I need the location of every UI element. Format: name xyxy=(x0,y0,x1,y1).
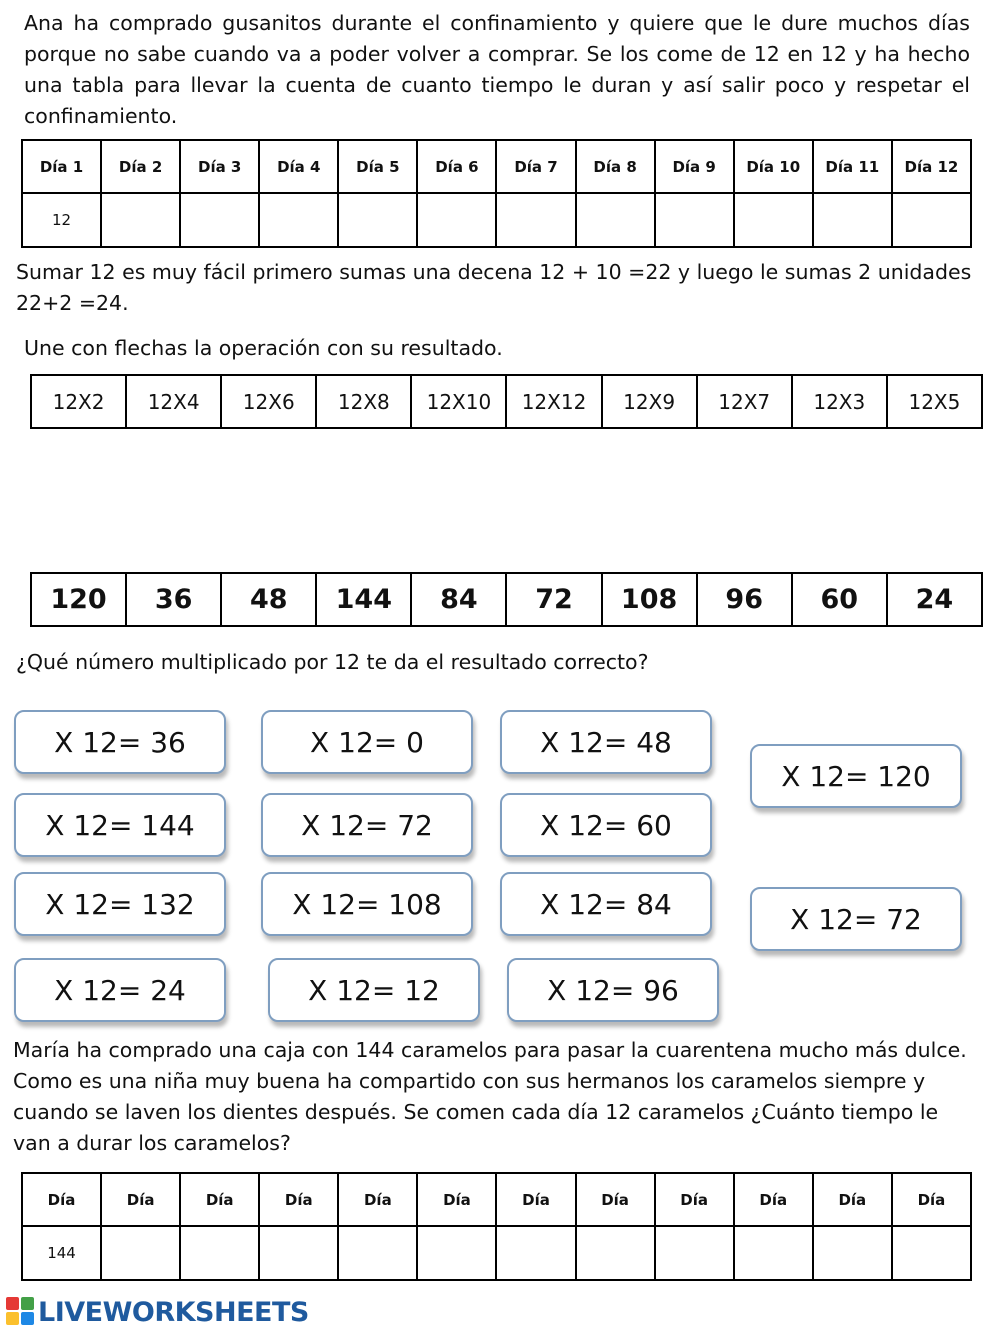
day-header: Día xyxy=(22,1173,101,1226)
result-cell[interactable]: 60 xyxy=(792,573,887,626)
operation-cell[interactable]: 12X9 xyxy=(602,375,697,428)
problem2-line: Como es una niña muy buena ha compartido con sus hermanos los caramelos siempre y xyxy=(13,1069,926,1093)
day-input-cell[interactable] xyxy=(417,1226,496,1280)
logo-square-green xyxy=(21,1297,34,1310)
day-header: Día xyxy=(734,1173,813,1226)
operation-cell[interactable]: 12X10 xyxy=(411,375,506,428)
operation-cell[interactable]: 12X2 xyxy=(31,375,126,428)
day-header: Día xyxy=(417,1173,496,1226)
day-header: Día xyxy=(338,1173,417,1226)
result-cell[interactable]: 84 xyxy=(411,573,506,626)
day-input-cell[interactable] xyxy=(892,193,971,247)
day-input-cell[interactable] xyxy=(101,1226,180,1280)
intro-line: confinamiento. xyxy=(24,104,178,128)
day-input-cell[interactable] xyxy=(101,193,180,247)
results-row xyxy=(31,573,982,626)
day-input-cell[interactable] xyxy=(338,1226,417,1280)
operation-cell[interactable]: 12X12 xyxy=(506,375,601,428)
result-cell[interactable]: 24 xyxy=(887,573,982,626)
operation-cell[interactable]: 12X3 xyxy=(792,375,887,428)
days-header-row xyxy=(22,1173,971,1226)
day-input-cell[interactable] xyxy=(734,193,813,247)
day-header: Día 9 xyxy=(655,140,734,193)
operation-cell[interactable]: 12X4 xyxy=(126,375,221,428)
day-input-cell[interactable] xyxy=(655,193,734,247)
operation-cell[interactable]: 12X8 xyxy=(316,375,411,428)
tip-line: Sumar 12 es muy fácil primero sumas una decena 12 + 10 =22 y luego le sumas 2 unidades xyxy=(16,260,972,284)
day-value-cell: 144 xyxy=(22,1226,101,1280)
day-header: Día xyxy=(496,1173,575,1226)
day-input-cell[interactable] xyxy=(259,193,338,247)
intro-line: Ana ha comprado gusanitos durante el confinamiento y quiere que le dure muchos días xyxy=(24,11,970,35)
day-input-cell[interactable] xyxy=(180,193,259,247)
logo-square-blue xyxy=(21,1312,34,1325)
day-header: Día xyxy=(259,1173,338,1226)
answer-card[interactable]: X 12= 0 xyxy=(261,710,473,774)
match-instruction: Une con flechas la operación con su resultado. xyxy=(24,336,503,360)
day-value-cell: 12 xyxy=(22,193,101,247)
answer-card[interactable]: X 12= 96 xyxy=(507,958,719,1022)
answer-card[interactable]: X 12= 72 xyxy=(750,887,962,951)
day-header: Día 7 xyxy=(496,140,575,193)
answer-card[interactable]: X 12= 120 xyxy=(750,744,962,808)
day-input-cell[interactable] xyxy=(417,193,496,247)
intro-paragraph xyxy=(24,8,970,132)
answer-card[interactable]: X 12= 84 xyxy=(500,872,712,936)
day-input-cell[interactable] xyxy=(655,1226,734,1280)
result-cell[interactable]: 108 xyxy=(602,573,697,626)
days-table-1 xyxy=(21,139,972,248)
answer-card[interactable]: X 12= 144 xyxy=(14,793,226,857)
day-input-cell[interactable] xyxy=(496,1226,575,1280)
tip-paragraph xyxy=(16,257,976,319)
answer-card[interactable]: X 12= 108 xyxy=(261,872,473,936)
day-header: Día xyxy=(655,1173,734,1226)
operation-cell[interactable]: 12X7 xyxy=(697,375,792,428)
day-header: Día 5 xyxy=(338,140,417,193)
intro-line: porque no sabe cuando va a poder volver a comprar. Se los come de 12 en 12 y ha hecho xyxy=(24,42,970,66)
day-input-cell[interactable] xyxy=(892,1226,971,1280)
day-input-cell[interactable] xyxy=(180,1226,259,1280)
day-header: Día 12 xyxy=(892,140,971,193)
day-input-cell[interactable] xyxy=(259,1226,338,1280)
day-input-cell[interactable] xyxy=(813,193,892,247)
question-text: ¿Qué número multiplicado por 12 te da el resultado correcto? xyxy=(16,650,649,674)
liveworksheets-logo xyxy=(6,1295,309,1329)
day-header: Día xyxy=(892,1173,971,1226)
tip-line: 22+2 =24. xyxy=(16,291,129,315)
day-input-cell[interactable] xyxy=(576,1226,655,1280)
day-header: Día 3 xyxy=(180,140,259,193)
day-header: Día 8 xyxy=(576,140,655,193)
day-input-cell[interactable] xyxy=(496,193,575,247)
operations-row xyxy=(31,375,982,428)
answer-card[interactable]: X 12= 12 xyxy=(268,958,480,1022)
answer-card[interactable]: X 12= 132 xyxy=(14,872,226,936)
operation-cell[interactable]: 12X6 xyxy=(221,375,316,428)
result-cell[interactable]: 48 xyxy=(221,573,316,626)
day-input-cell[interactable] xyxy=(338,193,417,247)
day-header: Día xyxy=(576,1173,655,1226)
result-cell[interactable]: 120 xyxy=(31,573,126,626)
day-header: Día 6 xyxy=(417,140,496,193)
days-table-2 xyxy=(21,1172,972,1281)
problem2-line: María ha comprado una caja con 144 caramelos para pasar la cuarentena mucho más dulce. xyxy=(13,1038,967,1062)
answer-card[interactable]: X 12= 72 xyxy=(261,793,473,857)
operations-table xyxy=(30,374,983,429)
answer-card[interactable]: X 12= 60 xyxy=(500,793,712,857)
day-input-cell[interactable] xyxy=(813,1226,892,1280)
day-header: Día 4 xyxy=(259,140,338,193)
result-cell[interactable]: 72 xyxy=(506,573,601,626)
logo-square-yellow xyxy=(6,1312,19,1325)
day-header: Día 2 xyxy=(101,140,180,193)
day-header: Día 1 xyxy=(22,140,101,193)
problem2-line: cuando se laven los dientes después. Se comen cada día 12 caramelos ¿Cuánto tiempo le xyxy=(13,1100,939,1124)
operation-cell[interactable]: 12X5 xyxy=(887,375,982,428)
days-header-row xyxy=(22,140,971,193)
intro-line: una tabla para llevar la cuenta de cuanto tiempo le duran y así salir poco y respetar el xyxy=(24,73,970,97)
problem2-line: van a durar los caramelos? xyxy=(13,1131,291,1155)
days-value-row xyxy=(22,193,971,247)
day-header: Día 11 xyxy=(813,140,892,193)
results-table xyxy=(30,572,983,627)
days-value-row xyxy=(22,1226,971,1280)
result-cell[interactable]: 144 xyxy=(316,573,411,626)
result-cell[interactable]: 36 xyxy=(126,573,221,626)
day-input-cell[interactable] xyxy=(576,193,655,247)
result-cell[interactable]: 96 xyxy=(697,573,792,626)
logo-text: LIVEWORKSHEETS xyxy=(38,1296,309,1328)
day-header: Día xyxy=(101,1173,180,1226)
logo-square-red xyxy=(6,1297,19,1310)
day-header: Día 10 xyxy=(734,140,813,193)
answer-card[interactable]: X 12= 24 xyxy=(14,958,226,1022)
day-header: Día xyxy=(813,1173,892,1226)
problem2-paragraph xyxy=(13,1035,988,1159)
answer-card[interactable]: X 12= 48 xyxy=(500,710,712,774)
logo-squares-icon xyxy=(6,1297,36,1327)
day-header: Día xyxy=(180,1173,259,1226)
day-input-cell[interactable] xyxy=(734,1226,813,1280)
answer-card[interactable]: X 12= 36 xyxy=(14,710,226,774)
